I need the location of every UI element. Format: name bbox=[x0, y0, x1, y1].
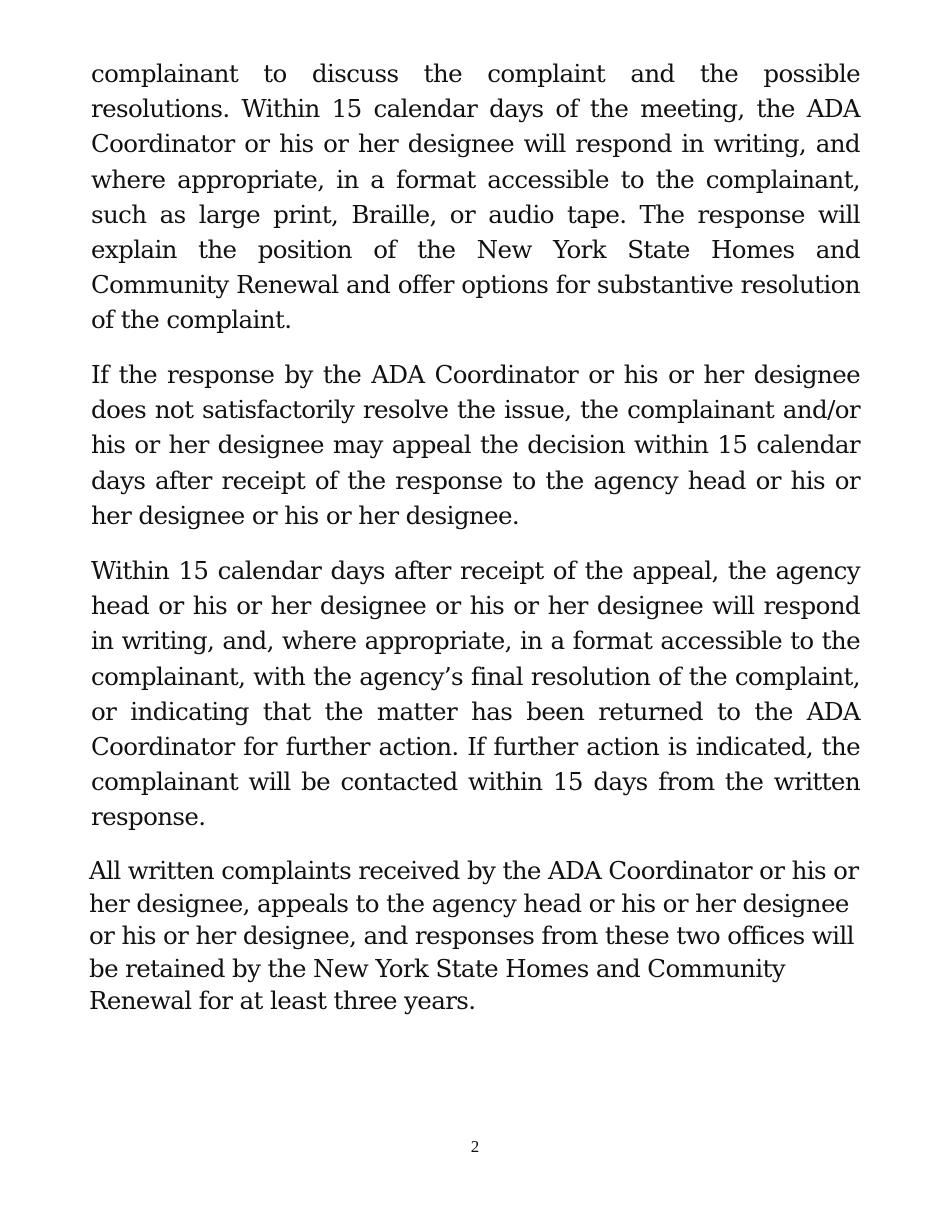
paragraph-appeal-process: If the response by the ADA Coordinator or his or her designee does not satisfactorily resolve the issue, the complainant and/or his or her designee may appeal the decision within 15 calendar days after receipt of the response to the agency head or his or her designee or his or her designee. bbox=[91, 360, 860, 530]
paragraph-record-retention: All written complaints received by the ADA Coordinator or his or her designee, appeals to the agency head or his or her designee or his or her designee, and responses from these two offices will be retained by the New York State Homes and Community Renewal for at least three years. bbox=[89, 856, 859, 1015]
paragraph-complaint-meeting-response: complainant to discuss the complaint and the possible resolutions. Within 15 calendar days of the meeting, the ADA Coordinator or his or her designee will respond in writing, and where appropriate, in a format accessible to the complainant, such as large print, Braille, or audio tape. The response will explain the position of the New York State Homes and Community Renewal and offer options for substantive resolution of the complaint. bbox=[91, 59, 860, 335]
page-number: 2 bbox=[470, 1137, 480, 1156]
paragraph-appeal-response: Within 15 calendar days after receipt of the appeal, the agency head or his or her designee or his or her designee will respond in writing, and, where appropriate, in a format accessible to the complainant, with the agency’s final resolution of the complaint, or indicating that the matter has been returned to the ADA Coordinator for further action. If further action is indicated, the complainant will be contacted within 15 days from the written response. bbox=[91, 556, 860, 832]
